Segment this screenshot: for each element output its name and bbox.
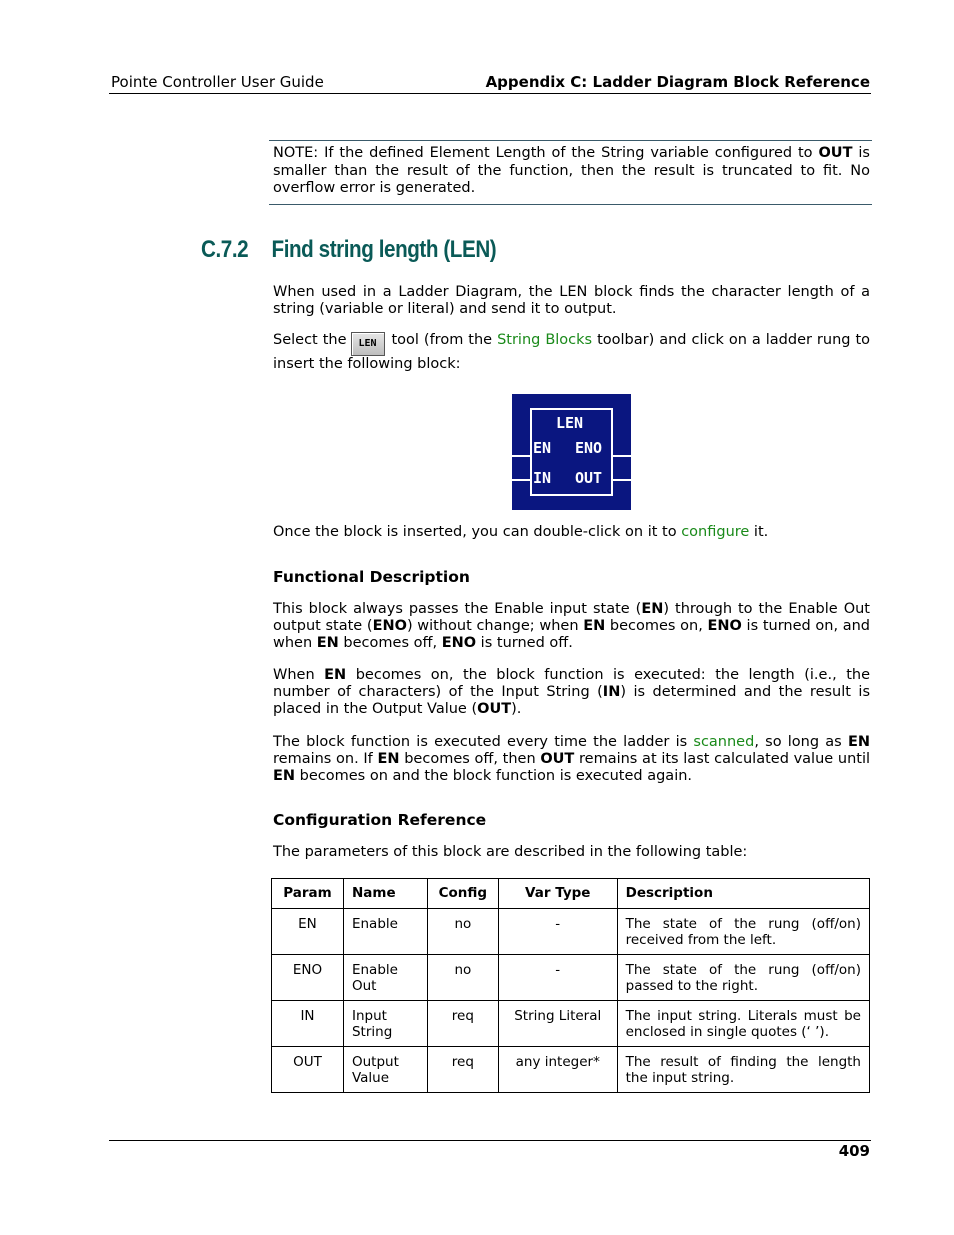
header-document-title: Pointe Controller User Guide (111, 73, 324, 91)
note-text: NOTE: If the defined Element Length of the String variable configured to OUT is smaller than the result of the function, then the result is truncated to fit. No overflow error is generated. (273, 145, 870, 196)
section-number: C.7.2 (201, 236, 249, 263)
pin-en-line (512, 455, 532, 457)
cell-description: The state of the rung (off/on) received from the left. (617, 909, 869, 955)
cell-description: The input string. Literals must be enclosed in single quotes (‘ ’). (617, 1001, 869, 1047)
col-header-config: Config (427, 879, 498, 909)
configure-link[interactable]: configure (681, 524, 750, 540)
block-pin-in: IN (533, 469, 552, 487)
cell-description: The state of the rung (off/on) passed to the right. (617, 955, 869, 1001)
cell-param: IN (272, 1001, 344, 1047)
col-header-vartype: Var Type (498, 879, 617, 909)
functional-paragraph-2: When EN becomes on, the block function is executed: the length (i.e., the number of characters) of the Input String (IN) is determined and the result is placed in the Output Value (OUT). (273, 667, 871, 717)
page-number: 409 (838, 1142, 870, 1160)
configuration-intro: The parameters of this block are described in the following table: (273, 844, 748, 860)
cell-config: no (427, 955, 498, 1001)
section-heading (201, 236, 496, 264)
header-chapter-title: Appendix C: Ladder Diagram Block Reference (485, 73, 870, 91)
block-title: LEN (556, 414, 584, 432)
col-header-name: Name (343, 879, 427, 909)
pin-eno-line (611, 455, 631, 457)
functional-paragraph-1: This block always passes the Enable input state (EN) through to the Enable Out output state (ENO) without change; when EN becomes on, ENO is turned on, and when EN becomes off, ENO is turned off. (273, 601, 871, 651)
table-row (272, 955, 870, 1001)
parameters-table (271, 878, 870, 1093)
cell-vartype: any integer* (498, 1047, 617, 1093)
cell-vartype: - (498, 909, 617, 955)
table-header-row (272, 879, 870, 909)
len-block-diagram (512, 394, 631, 510)
section-title: Find string length (LEN) (271, 236, 497, 263)
block-pin-out: OUT (575, 469, 603, 487)
block-pin-en: EN (533, 439, 552, 457)
intro-paragraph: When used in a Ladder Diagram, the LEN block finds the character length of a string (variable or literal) and send it to output. (273, 284, 870, 317)
cell-vartype: - (498, 955, 617, 1001)
cell-name: Input String (343, 1001, 427, 1047)
cell-param: EN (272, 909, 344, 955)
configuration-reference-heading: Configuration Reference (273, 811, 487, 829)
scanned-link[interactable]: scanned (693, 734, 755, 750)
cell-param: OUT (272, 1047, 344, 1093)
cell-description: The result of finding the length the input string. (617, 1047, 869, 1093)
string-blocks-link[interactable]: String Blocks (497, 332, 593, 348)
header-rule (109, 93, 871, 94)
cell-config: req (427, 1047, 498, 1093)
functional-paragraph-3: The block function is executed every time the ladder is scanned, so long as EN remains on. If EN becomes off, then OUT remains at its last calculated value until EN becomes on and the block function is executed again. (273, 734, 871, 784)
cell-config: no (427, 909, 498, 955)
table-row (272, 1047, 870, 1093)
pin-in-line (512, 479, 532, 481)
configure-paragraph: Once the block is inserted, you can double-click on it to configure it. (273, 524, 769, 540)
functional-description-heading: Functional Description (273, 568, 470, 586)
col-header-param: Param (272, 879, 344, 909)
cell-param: ENO (272, 955, 344, 1001)
len-tool-icon[interactable]: LEN (351, 332, 385, 356)
footer-rule (109, 1140, 871, 1141)
table-row (272, 909, 870, 955)
cell-vartype: String Literal (498, 1001, 617, 1047)
table-row (272, 1001, 870, 1047)
select-tool-paragraph: Select the LEN tool (from the String Blocks toolbar) and click on a ladder rung to insert the following block: (273, 332, 871, 372)
pin-out-line (611, 479, 631, 481)
note-box (269, 140, 872, 205)
block-pin-eno: ENO (575, 439, 603, 457)
cell-config: req (427, 1001, 498, 1047)
cell-name: Enable Out (343, 955, 427, 1001)
cell-name: Enable (343, 909, 427, 955)
col-header-description: Description (617, 879, 869, 909)
cell-name: Output Value (343, 1047, 427, 1093)
